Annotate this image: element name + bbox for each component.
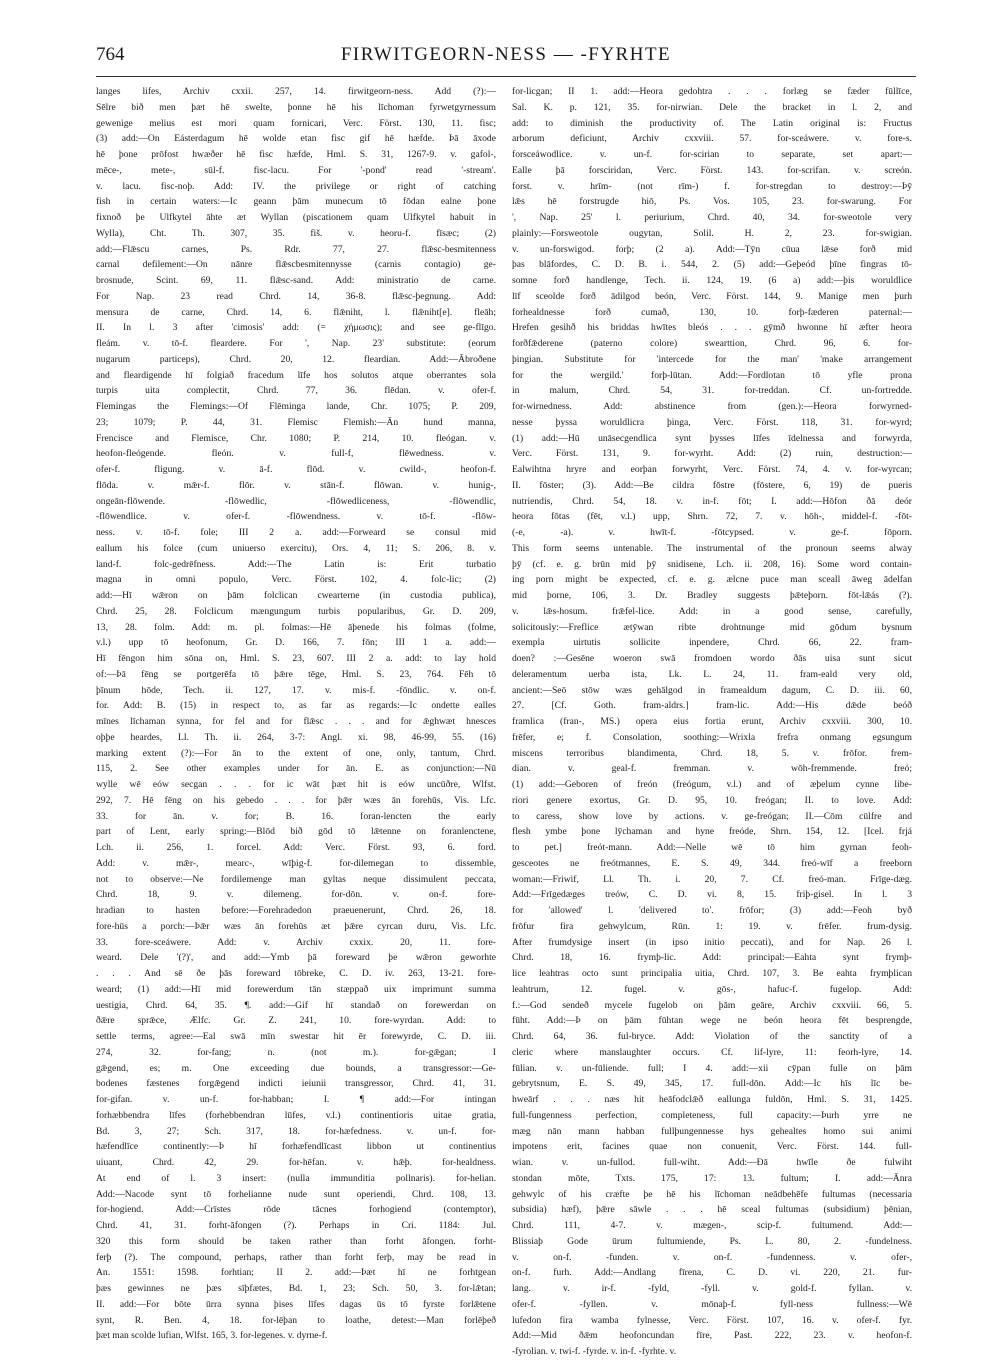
text-line: For Nap. 23 read Chrd. 14, 36-8. flǣsc-þegnung. Add:	[96, 290, 496, 302]
text-line: add: to diminish the productivity of. The Latin original is: Fructus	[512, 117, 912, 129]
text-line: Chrd. 64, 36. ful-bryce. Add: Violation of the sanctity of a	[512, 1031, 912, 1042]
left-column	[96, 84, 496, 1344]
text-line: Chrd. 41, 31. forht-āfongen (?). Perhaps in Cri. 1184: Jul.	[96, 1220, 496, 1231]
text-line: stondan mōte, Txts. 175, 17: 13. fultum; I. add:—Ānra	[512, 1172, 912, 1184]
text-line: Bd. 3, 27; Sch. 317, 18. for-hæfedness. v. un-f. for-	[96, 1125, 496, 1137]
text-line: Ealle þā forsciridan, Verc. Först. 143. for-scrifan. v. screón.	[512, 164, 912, 176]
text-line: þæs gewinnes ne þæs sīþfætes, Bd. 1, 23; Sch. 50, 3. for-lǣtan;	[96, 1283, 496, 1294]
text-line: solicitously:—Freflice ætȳwan ribte drohtnunge mid gōdum bysnum	[512, 621, 912, 633]
text-line: weard. Dele '(?)', and add:—Ymb þā foreward þe wǣron geworhte	[96, 952, 496, 964]
text-line: to pet.] freót-mann. Add:—Nelle wē tō him gyrnan feoh-	[512, 842, 912, 853]
text-line: to caress, show love by actions. v. ge-freógan; II.—Cōm cūlfre and	[512, 810, 912, 822]
text-line: v. lacu. fisc-noþ. Add: IV. the privilege or right of catching	[96, 180, 496, 192]
text-line: for. Add: B. (15) in respect to, as far as regards:—Ic ondette ealles	[96, 700, 496, 712]
text-line: lice leahtras octo sunt principalia uitia, Chrd. 107, 3. Be eahta frymþlican	[512, 968, 912, 979]
text-line: 320 this form should be taken rather than forht āfongen. forht-	[96, 1235, 496, 1247]
text-line: oþþe heardes, Ll. Th. ii. 264, 3-7: Angl. xi. 98, 46-99, 55. (16)	[96, 731, 496, 743]
text-line: Chrd. 25, 28. Folclicum mængungum turbis popularibus, Gr. D. 209,	[96, 605, 496, 617]
text-line: Frencisce and Flemisce, Chr. 1080; P. 214, 10. fleógan. v.	[96, 432, 496, 444]
text-line: flesh ymbe þone lȳchaman and hyne freóde, Shrn. 154, 12. [Icel. frjá	[512, 826, 912, 838]
text-line: ongeān-flōwende. -flōwedlic, -flōwedliceness, -flōwendlic,	[96, 495, 496, 507]
text-line: v. un-forswigod. forþ; (2 a). Add:—Tȳn cūua lǣse forð mid	[512, 243, 912, 255]
text-line: 13, 28. folm. Add: m. pl. folmas:—Hē āþenede his folmas (folme,	[96, 621, 496, 633]
text-line: Hī fēngon him sōna on, Hml. S. 23, 607. III 2 a. add: to lay hold	[96, 653, 496, 664]
text-line: 33. fore-sceáwere. Add: v. Archiv cxxix. 20, 11. fore-	[96, 936, 496, 948]
text-line: Blissiaþ Gode ūrum fultumiende, Ps. L. 80, 2. -fundelness.	[512, 1235, 912, 1247]
text-line: Add:—Nacode synt tō forhelianne nude sunt operiendi, Chrd. 108, 13.	[96, 1188, 496, 1200]
text-line: brosnude, Scint. 69, 11. flǣsc-sand. Add: ministratio de carne.	[96, 275, 496, 286]
text-line: arborum deficiunt, Archiv cxxviii. 57. for-sceáwere. v. fore-s.	[512, 133, 912, 145]
text-line: uiuant, Chrd. 42, 29. for-hēfan. v. hǣþ. for-healdness.	[96, 1157, 496, 1168]
text-line: II. In l. 3 after 'cimosis' add: (= χήμωσις); and see ge-flīgo.	[96, 322, 496, 334]
text-line: ', Nap. 25' l. periurium, Chrd. 40, 34. for-sweotole very	[512, 212, 912, 223]
text-line: hweārf . . . næs hit heāfodclǣð eallunga fuldōn, Hml. S. 31, 1425.	[512, 1094, 912, 1105]
text-line: fish in certain waters:—Ic geann þām munecum tō fōdan ealne þone	[96, 196, 496, 208]
text-line: leahtrum, 12. fugel. v. gōs-, hafuc-f. fugelop. Add:	[512, 983, 912, 995]
text-line: mīnes līchaman synna, for fel and for flǣsc . . . and for ǣghwæt hnesces	[96, 716, 496, 727]
text-line: 23; 1079; P. 44, 31. Flemisc Flemish:—Ān hund manna,	[96, 416, 496, 428]
text-line: settle terms, agree:—Eal swā mīn swestar hit ēr forewyrde, C. D. iii.	[96, 1031, 496, 1042]
text-line: for-hogiend. Add:—Crīstes rōde tācnes forhogiend (contemptor),	[96, 1204, 496, 1216]
text-line: frōfur fira gehwylcum, Rūn. 1: 19. v. frēfer. frum-dysig.	[512, 920, 912, 932]
text-line: somne forð handlenge, Tech. ii. 124, 19. (6 a) add:—þis woruldlice	[512, 275, 912, 286]
text-line: heora fōtas (fēt, v.l.) upp, Shrn. 72, 7. v. hōh-, middel-f. -fōt-	[512, 511, 912, 523]
text-line: dian. v. geal-f. fremman. v. wōh-fremmende. freó;	[512, 763, 912, 775]
text-line: Hrefen gesihð his briddas hwītes bleós . . . gȳmð hwonne hī æfter heora	[512, 322, 912, 334]
text-line: frēfer, e; f. Consolation, soothing:—Wrixla frefra onmang egsungum	[512, 731, 912, 743]
header-rule	[96, 76, 916, 77]
text-line: and fleardigende hī folgiað fracedum līfe hos solutos atque oberrantes sola	[96, 369, 496, 381]
text-line: lang. v. ir-f. -fyld, -fyll. v. gold-f. fyllan. v.	[512, 1283, 912, 1294]
text-line: Chrd. 18, 16. frymþ-lic. Add: principal:—Eahta synt frymþ-	[512, 952, 912, 964]
text-line: lǣs hē forstrugde hiō, Ps. Vos. 105, 23. for-swarung. For	[512, 196, 912, 208]
text-line: (1) add:—Geboren of freón (freógum, v.l.) and of æþelum cynne libe-	[512, 779, 912, 790]
text-line: nugarum particeps), Chrd. 20, 12. fleardian. Add:—Ābroðene	[96, 353, 496, 365]
text-line: magna in omni populo, Verc. Först. 102, 4. folc-lic; (2)	[96, 574, 496, 586]
text-line: gesceotes ne freótmannes, E. S. 49, 344. freó-wīf a freeborn	[512, 857, 912, 869]
text-line: þȳ (cf. e. g. brūn mid þȳ snidisene, Lch. ii. 208, 16). Some word contain-	[512, 558, 912, 570]
text-line: þæt man scolde lufian, Wlfst. 165, 3. for-legenes. v. dyrne-f.	[96, 1330, 328, 1342]
text-line: . . . And sē ðe þās foreward tōbreke, C. D. iv. 263, 13-21. fore-	[96, 968, 496, 979]
text-line: līf sceolde forð ādilgod beón, Verc. Först. 144, 9. Manige men þurh	[512, 290, 912, 302]
text-line: for-gifan. v. un-f. for-habban; I. ¶ add:—For intingan	[96, 1094, 496, 1105]
running-title: FIRWITGEORN-NESS — -FYRHTE	[340, 44, 672, 65]
text-line: flōda. v. mǣr-f. flōr. v. stān-f. flōwan. v. hunig-,	[96, 479, 496, 491]
text-line: wylle wē eów secgan . . . for ic wāt þæt hit is eów uncūðre, Wlfst.	[96, 779, 496, 790]
text-line: forhealdnesse forð cumað, 130, 10. forþ-fæderen paternal:—	[512, 306, 912, 318]
text-line: forðfǣderene (paterno colore) swearttion, Chrd. 96, 6. for-	[512, 338, 912, 349]
text-line: ðǣre sprǣce, Ælfc. Gr. Z. 241, 10. fore-wyrdan. Add: to	[96, 1015, 496, 1027]
text-line: An. 1551: 1598. forhtian; II 2. add:—Þæt hī ne forhtgean	[96, 1267, 496, 1279]
text-line: ferþ (?). The compound, perhaps, rather than forht ferþ, may be read in	[96, 1251, 496, 1263]
text-line: for 'allowed' l. 'delivered to'. frōfor; (3) add:—Feoh byð	[512, 905, 912, 916]
text-line: This form seems untenable. The instrumental of the pronoun seems alway	[512, 542, 912, 554]
text-line: Add:—Mid ðǣm heofoncundan fīre, Past. 222, 23. v. heofon-f.	[512, 1330, 912, 1342]
text-line: 27. [Cf. Goth. fram-aldrs.] fram-lic. Add:—His dǣde beóð	[512, 700, 912, 712]
text-line: of:—Þā fēng se portgerēfa tō þǣre tēge, Hml. S. 23, 764. Fēh tō	[96, 668, 496, 680]
text-line: 115, 2. See other examples under for ān. E. as conjunction:—Nū	[96, 763, 496, 775]
text-line: synt, R. Ben. 4, 18. for-lēþan to loathe, detest:—Man forlēþeð	[96, 1314, 496, 1326]
text-line: mid þorne, 106, 3. Dr. Bradley suggests þǣteþorn. fōt-lǣás (?).	[512, 590, 912, 601]
text-line: forsceáwodlice. v. un-f. for-scirian to separate, set apart:—	[512, 149, 912, 160]
text-line: ancient:—Seō stōw wæs gehālgod in framealdum dagum, C. D. iii. 60,	[512, 684, 912, 696]
text-line: hē þone prōfost hwæðer hē fisc hæfde, Hml. S. 31, 1267-9. v. gafol-,	[96, 149, 496, 160]
text-line: wian. v. un-fullod. full-wiht. Add:—Ðā hwīle ðe fulwiht	[512, 1157, 912, 1168]
text-line: woman:—Friwif, Ll. Th. i. 20, 7. Cf. freó-man. Frīge-dæg.	[512, 873, 912, 885]
text-line: mæg nān mann habban fullþungennesse hys gehealtes homo sui animi	[512, 1125, 912, 1137]
text-line: ofer-f. -fyllen. v. mōnaþ-f. fyll-ness fullness:—Wē	[512, 1298, 912, 1310]
text-line: v. lǣs-hosum. frǣfel-lice. Add: in a good sense, carefully,	[512, 605, 912, 617]
text-line: 33. for ān. v. for; B. 16. foran-lencten the early	[96, 810, 496, 822]
text-line: fixnoð þe Ulfkytel āhte æt Wyllan (piscationem quam Ulfkytel habuit in	[96, 212, 496, 223]
text-line: heofon-fleógende. fleón. v. full-f, flēwedness. v.	[96, 448, 496, 460]
text-line: subsidia) hæf), þǣre sāwle . . . hē sceal fultumas (subsidium) þēnian,	[512, 1204, 912, 1216]
text-line: add:—Flǣscu carnes, Ps. Rdr. 77, 27. flǣsc-besmitenness	[96, 243, 496, 255]
text-line: -fyrolian. v. twi-f. -fyrde. v. in-f. -fyrhte. v.	[512, 1346, 677, 1357]
text-line: impotens erit, facines quae non conuenit, Verc. Först. 144. full-	[512, 1141, 912, 1153]
text-line: v.l.) upp tō heofonum, Gr. D. 166, 7. fōn; III 1 a. add:—	[96, 637, 496, 649]
text-line: deleramentum uerba ista, Lk. L. 24, 11. fram-eald very old,	[512, 668, 912, 680]
text-line: Sēlre bið men þæt hē swelte, þonne hē his līchoman fyrwetgyrnessum	[96, 101, 496, 113]
text-line: hradian to hasten before:—Forehradedon praeuenerunt, Chrd. 26, 18.	[96, 905, 496, 916]
text-line: II. add:—For bōte ūrra synna þises līfes dagas ūs tō fyrste forlǣtene	[96, 1298, 496, 1310]
page-header	[96, 44, 916, 74]
text-line: for-licgan; II 1. add:—Heora gedohtra . . . forlæg se fæder fūllīce,	[512, 86, 912, 97]
text-line: part of Lent, early spring:—Blōd bið gōd tō lǣtenne on foranlenctene,	[96, 826, 496, 838]
text-line: gǣgend, es; m. One exceeding due bounds, a transgressor:—Ge-	[96, 1062, 496, 1074]
text-line: land-f. folc-gedrēfness. Add:—The Latin is: Erit turbatio	[96, 558, 496, 570]
text-line: Lch. ii. 256, 1. forcel. Add: Verc. Först. 93, 6. ford.	[96, 842, 496, 853]
text-line: v. on-f. -funden. v. on-f. -fundenness. v. ofer-,	[512, 1251, 912, 1263]
text-line: þingian. Substitute for 'intercede for the man' 'make arrangement	[512, 353, 912, 365]
text-line: marking extent (?):—For ān to the extent of one, only, tantum, Chrd.	[96, 747, 496, 759]
text-line: exempla uirtutis sollicite inpendere, Chrd. 66, 22. fram-	[512, 637, 912, 649]
text-line: riori genere exortus, Gr. D. 95, 10. freógan; II. to love. Add:	[512, 794, 912, 806]
text-line: doen? :—Gesēne woeron swā fromdoen wordo ðās uisa sunt sicut	[512, 653, 912, 664]
text-line: nesse þyssa woruldlicra þinga, Verc. Först. 118, 31. for-wyrd;	[512, 416, 912, 428]
text-line: ing porn might be expected, cf. e. g. ælcne puce man sceall āweg ādelfan	[512, 574, 912, 586]
text-line: forst. v. hrīm- (not rīm-) f. for-stregdan to destroy:—Þȳ	[512, 180, 912, 192]
text-line: 292, 7. Hē fēng on his gebedo . . . for þǣr wæs ān forehūs, Vis. Lfc.	[96, 794, 496, 806]
text-line: 274, 32. for-fang; n. (not m.). for-gǣgan; I	[96, 1046, 496, 1058]
text-line: At end of l. 3 insert: (nulla immunditia pollnaris). for-helian.	[96, 1172, 496, 1184]
text-line: (-e, -a). v. hwīt-f. -fōtcypsed. v. ge-f. fōporn.	[512, 527, 912, 538]
text-line: in malum, Chrd. 54, 31. for-treddan. Cf. un-fortredde.	[512, 385, 912, 397]
text-line: Sal. K. p. 121, 35. for-nirwian. Dele the bracket in l. 2, and	[512, 101, 912, 113]
text-line: eallum his folce (cum uniuerso exercitu), Ors. 4, 11; S. 206, 8. v.	[96, 542, 496, 554]
text-line: Wylla), Cht. Th. 307, 35. fiš. v. heoru-f. fīsæc; (2)	[96, 227, 496, 239]
text-line: Verc. Först. 131, 9. for-wyrht. Add: (2) ruin, destruction:—	[512, 448, 912, 460]
text-line: Flemingas the Flemings:—Of Flēminga lande, Chr. 1075; P. 209,	[96, 401, 496, 412]
text-line: -flōwendlice. v. ofer-f. -flōwendness. v. tō-f. -flōw-	[96, 511, 496, 523]
text-line: fūht. Add:—Þ on þām fūhtan wege ne beón heora fēt besprengde,	[512, 1015, 912, 1027]
text-line: not to observe:—Ne fordilemenge man gyltas neque dissimulent peccata,	[96, 873, 496, 885]
text-line: f.:—God sendeð mycele fugelob on þām geāre, Archiv cxxviii. 66, 5.	[512, 999, 912, 1011]
text-line: miscens terroribus blandimenta, Chrd. 18, 5. v. frōfor. frem-	[512, 747, 912, 759]
text-line: Chrd. 111, 4-7. v. mægen-, scip-f. fultumend. Add:—	[512, 1220, 912, 1231]
text-line: uestigia, Chrd. 64, 35. ¶. add:—Gif hī standað on forewerdan on	[96, 999, 496, 1011]
text-line: hæfendlīce continently:—Þ hī forhæfendlīcast libbon ut continentius	[96, 1141, 496, 1153]
text-line: II. fōster; (3). Add:—Be cildra fōstre (fōstere, 6, 19) de pueris	[512, 479, 912, 491]
text-line: turpis uita complectit, Chrd. 77, 36. flēdan. v. ofer-f.	[96, 385, 496, 397]
text-line: þas blāfordes, C. D. B. i. 544, 2. (5) add:—Geþeód þīne fingras tō-	[512, 259, 912, 271]
text-line: ofer-f. fligung. v. ā-f. flōd. v. cwild-, heofon-f.	[96, 464, 496, 475]
text-line: on-f. furh. Add:—Andlang fīrena, C. D. vi. 220, 21. fur-	[512, 1267, 912, 1279]
text-line: fore-hūs a porch:—Þǣr wæs ān forehūs æt þǣre cyrcan duru, Vis. Lfc.	[96, 920, 496, 932]
text-line: bodenes fæstenes forgǣgend indicti ieiunii transgressor, Chrd. 41, 31.	[96, 1078, 496, 1090]
text-line: Ealwihtna hryre and eorþan forwyrht, Verc. Först. 74, 4. v. for-wyrcan;	[512, 464, 912, 475]
text-line: (3) add:—On Eásterdagum hē wolde etan fisc gif hē hæfde. Þā āxode	[96, 133, 496, 145]
text-line: framlica (fran-, MS.) opera eius fortia erunt, Archiv cxxviii. 300, 10.	[512, 716, 912, 727]
text-line: Add:—Frīgedæges treów, C. D. vi. 8, 15. friþ-gisel. In l. 3	[512, 889, 912, 901]
text-line: plainly:—Forsweotole ougytan, Solil. H. 2, 23. for-swigian.	[512, 227, 912, 239]
text-line: for-wirnedness. Add: abstinence from (gen.):—Heora forwyrned-	[512, 401, 912, 412]
text-line: forhæbbendra līfes (forhebbendran lūfes, v.l.) continentioris uitae gratia,	[96, 1109, 496, 1121]
text-line: Add: v. mǣr-, mearc-, wīþig-f. for-dilemegan to dissemble,	[96, 857, 496, 869]
text-line: cleric where manslaughter occurs. Cf. lif-lyre, 11: feorh-lyre, 14.	[512, 1046, 912, 1058]
text-line: fleám. v. tō-f. fleardere. For ', Nap. 23' substitute: (eorum	[96, 338, 496, 349]
text-line: langes lifes, Archiv cxxii. 257, 14. firwitgeorn-ness. Add (?):—	[96, 86, 496, 97]
text-line: Chrd. 18, 9. v. dilemeng. for-dōn. v. on-f. fore-	[96, 889, 496, 901]
text-line: gewenige melius est mori quam fornicari, Verc. Först. 130, 11. fisc;	[96, 117, 496, 129]
text-line: mēce-, mete-, sūl-f. fisc-lacu. For '-pond' read '-stream'.	[96, 164, 496, 176]
text-line: After frumdysige insert (in ipso initio peccati), and for Nap. 26 l.	[512, 936, 912, 948]
text-line: carnal defilement:—On nānre flǣscbesmitennysse (carnis contagio) ge-	[96, 259, 496, 271]
text-line: nutriendis, Chrd. 54, 18. v. in-f. fōt; I. add:—Hōfon ðā deór	[512, 495, 912, 507]
text-line: weard; (1) add:—Hī mid forewerdum tān stæppað uix imprimunt summa	[96, 983, 496, 995]
text-line: gehwylc of his cræfte þe hē his līchoman neādbehēfe fultumas (necessaria	[512, 1188, 912, 1200]
page-number: 764	[96, 44, 125, 65]
text-line: ness. v. tō-f. fole; III 2 a. add:—Forweard se consul mid	[96, 527, 496, 538]
right-column	[512, 84, 912, 1360]
text-line: gebrytsnum, E. S. 49, 345, 17. full-dōn. Add:—Ic hīs līc be-	[512, 1078, 912, 1090]
text-line: for the wergild.' forþ-lūtan. Add:—Fordlotan tō yfle prona	[512, 369, 912, 381]
text-line: lufedon fira wamba fylnesse, Verc. Först. 107, 16. v. ofer-f. fyr.	[512, 1314, 912, 1326]
text-line: (1) add:—Hū unāsecgendlica synt þysses līfes īdelnessa and forwyrda,	[512, 432, 912, 444]
text-line: þīnum hōde, Tech. ii. 127, 17. v. mis-f. -fōndlic. v. on-f.	[96, 684, 496, 696]
text-line: mensura de carne, Chrd. 14, 6. flǣniht, l. flǣniht[e]. fleāh;	[96, 306, 496, 318]
text-line: add:—Hī wǣron on þām folclican cwearterne (in custodia publica),	[96, 590, 496, 601]
text-line: full-fungenness perfection, completeness, full capacity:—Þurh yrre ne	[512, 1109, 912, 1121]
text-line: fūlian. v. un-fūliende. full; I 4. add:—xii cȳpan fulle on þām	[512, 1062, 912, 1074]
